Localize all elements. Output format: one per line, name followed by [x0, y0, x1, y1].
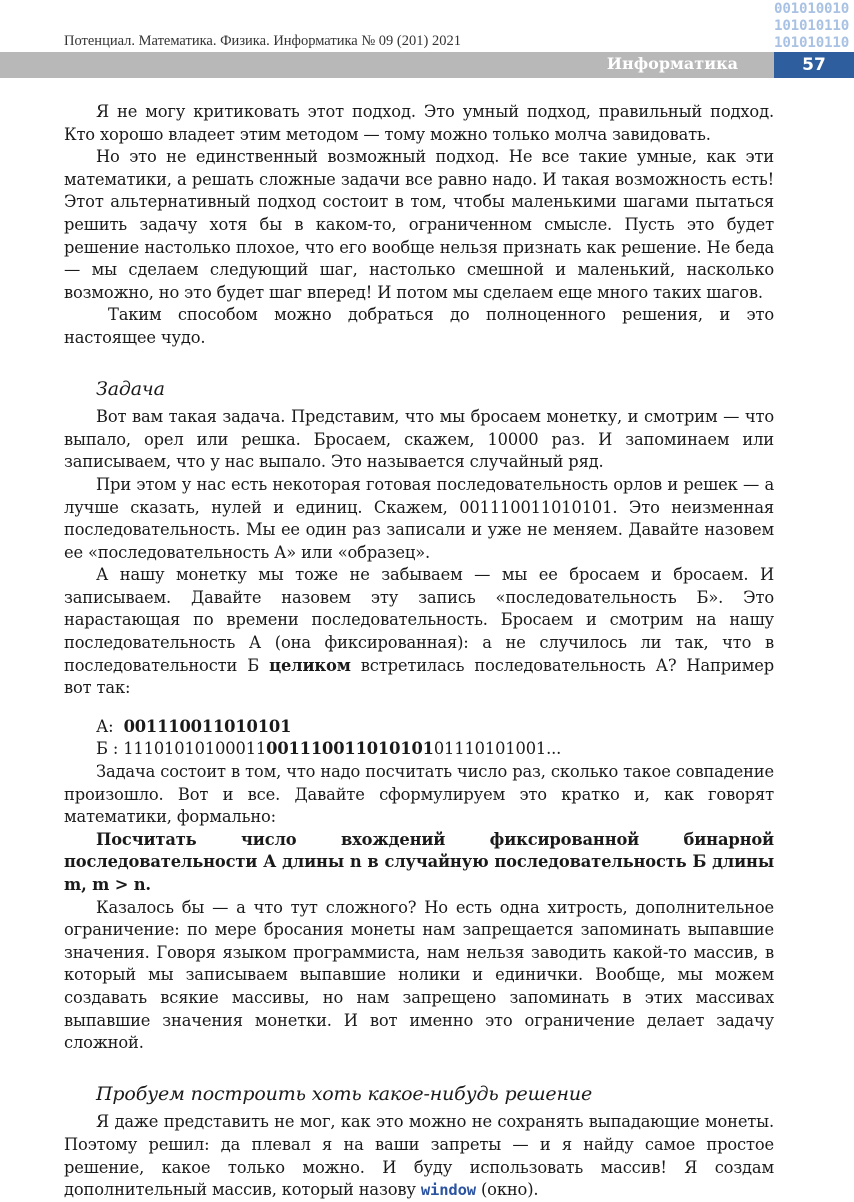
sequence-example [96, 716, 774, 761]
sequence-b-suffix: 01110101001... [433, 739, 562, 759]
paragraph: Задача состоит в том, что надо посчитать число раз, сколько такое совпадение произошло. Вот и все. Давайте сформулируем это кратко и, как говорят математики, формально: [64, 762, 774, 827]
sequence-a-label: А: [96, 716, 114, 736]
binary-decoration [774, 1, 854, 52]
text-run: А нашу монетку мы тоже не забываем — мы ее бросаем и бросаем. И записываем. Давайте назовем эту запись «последовательность Б». Это нарастающая по времени последовательность. Бросаем и смотрим на нашу последовательность А (она фиксированная): а не случилось ли так, что в последовательности Б [64, 565, 774, 675]
binary-line: 101010110 [774, 35, 850, 51]
sequence-b-prefix: 11101010100011 [123, 739, 267, 759]
paragraph: Таким способом можно добраться до полноценного решения, и это настоящее чудо. [64, 305, 774, 347]
binary-line: 001010010 [774, 1, 850, 17]
paragraph [64, 564, 774, 700]
code-window: window [420, 1181, 476, 1200]
section-heading-solution: Пробуем построить хоть какое-нибудь решение [96, 1082, 593, 1105]
problem-statement-text: Посчитать число вхождений фиксированной бинарной последовательности А длины n в случайную последовательность Б длины m, m > n. [64, 829, 774, 894]
paragraph: Я не могу критиковать этот подход. Это умный подход, правильный подход. Кто хорошо владеет этим методом — тому можно только молча завидовать. [64, 102, 774, 144]
journal-title: Потенциал. Математика. Физика. Информатика № 09 (201) 2021 [64, 33, 461, 49]
problem-statement [64, 829, 774, 897]
binary-line: 101010110 [774, 18, 850, 34]
paragraph: Вот вам такая задача. Представим, что мы бросаем монетку, и смотрим — что выпало, орел или решка. Бросаем, скажем, 10000 раз. И запоминаем или записываем, что у нас выпало. Это называется случайный ряд. [64, 407, 774, 472]
section-heading-task: Задача [96, 377, 165, 400]
sequence-b [96, 738, 774, 761]
text-run: (окно). [475, 1180, 539, 1200]
sequence-a-value: 001110011010101 [123, 716, 292, 736]
section-title: Информатика [606, 54, 738, 73]
bold-word: целиком [269, 655, 351, 675]
sequence-b-label: Б : [96, 739, 119, 759]
text-run: встретилась последовательность А? Например вот так: [64, 655, 774, 698]
paragraph [64, 1111, 774, 1201]
article-body [64, 101, 774, 1202]
paragraph: При этом у нас есть некоторая готовая последовательность орлов и решек — а лучше сказать, нулей и единиц. Скажем, 001110011010101. Это неизменная последовательность. Мы ее один раз записали и уже не меняем. Давайте назовем ее «последовательность А» или «образец». [64, 474, 774, 562]
paragraph: Казалось бы — а что тут сложного? Но есть одна хитрость, дополнительное ограничение: по мере бросания монеты нам запрещается запоминать выпавшие значения. Говоря языком программиста, нам нельзя заводить какой-то массив, в который мы записываем выпавшие нолики и единички. Вообще, мы можем создавать всякие массивы, но нам запрещено запоминать в этих массивах выпавшие значения монетки. И вот именно это ограничение делает задачу сложной. [64, 897, 774, 1053]
section-header-bar [0, 52, 774, 78]
sequence-a [96, 716, 774, 739]
paragraph: Но это не единственный возможный подход. Не все такие умные, как эти математики, а решать сложные задачи все равно надо. И такая возможность есть! Этот альтернативный подход состоит в том, чтобы маленькими шагами пытаться решить задачу хотя бы в каком-то, ограниченном смысле. Пусть это будет решение настолько плохое, что его вообще нельзя признать как решение. Не беда — мы сделаем следующий шаг, настолько смешной и маленький, насколько возможно, но это будет шаг вперед! И потом мы сделаем еще много таких шагов. [64, 147, 774, 302]
text-run: Я даже представить не мог, как это можно не сохранять выпадающие монеты. Поэтому решил: да плевал я на ваши запреты — и я найду самое простое решение, какое только можно. И буду использовать массив! Я создам дополнительный массив, который назову [64, 1112, 774, 1200]
sequence-b-match: 001110011010101 [266, 739, 434, 759]
page-number: 57 [774, 52, 854, 78]
